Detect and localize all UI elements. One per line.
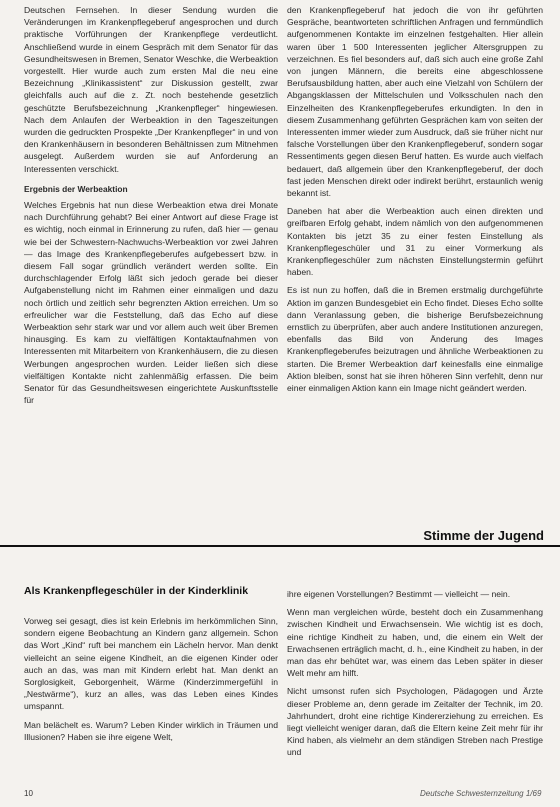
paragraph: Man belächelt es. Warum? Leben Kinder wirklich in Träumen und Illusionen? Haben sie ihre eigene Welt, (24, 719, 278, 742)
column-left-top (24, 4, 278, 407)
subheading: Ergebnis der Werbeaktion (24, 183, 128, 194)
column-right-bottom (287, 588, 543, 759)
column-left-bottom (24, 615, 278, 743)
section-divider (0, 545, 560, 547)
column-right-top (287, 4, 543, 394)
paragraph: den Krankenpflegeberuf hat jedoch die von ihr geführten Gespräche, beantworteten schriftlichen Anfragen und fernmündlich aufgenommenen Kontakte im einzelnen festgehalten. Hier allein waren über 1 500 Interessenten jeglicher Altersgruppen zu verzeichnen. Es fiel besonders auf, daß sich auch eine große Zahl von jungen Männern, die bereits eine abgeschlossene Berufsausbildung hatten, aber auch eine Vielzahl von Schülern der Abgangsklassen der Mittelschulen und Volksschulen nach den Einzelheiten des Krankenpflegeberufes erkundigten. In den in diesem Zusammenhang geführten Gesprächen kam von seiten der Interessenten immer wieder zum Ausdruck, daß sie früher nicht nur falsche Vorstellungen über den Krankenpflegeberuf, sondern sogar Ressentiments gegen diesen Beruf hatten. Es wurde auch vielfach bedauert, daß allgemein über den Krankenpflegeberuf, der doch fast jeden Menschen direkt oder indirekt berührt, erstaunlich wenig bekannt ist. (287, 5, 543, 199)
paragraph: Daneben hat aber die Werbeaktion auch einen direkten und greifbaren Erfolg gehabt, indem nämlich von den aufgenommenen Kontakten bis jetzt 35 zu einer festen Einstellung als Krankenpflegeschüler und 31 zu einer Vormerkung als Krankenpflegeschüler zum nächsten Einstellungstermin geführt haben. (287, 206, 543, 278)
publication-footer: Deutsche Schwesternzeitung 1/69 (420, 789, 542, 798)
paragraph: Deutschen Fernsehen. In dieser Sendung wurden die Veränderungen im Krankenpflegeberuf angesprochen und durch praktische Vorführungen der Krankenpflege verdeutlicht. Anschließend wurde in einem Gespräch mit dem Senator für das Gesundheitswesen in Bremen, Senator Weschke, die Werbeaktion vorgestellt. Hier wurde auch zum ersten Mal die neu eine Bezeichnung „Klinikassistent“ zur Diskussion gestellt, zwar gleichfalls auch auf die z. Zt. noch bestehende gesetzlich geschützte Berufsbezeichnung „Krankenpfleger“ hingewiesen. Nach dem Anlaufen der Werbeaktion in den Tageszeitungen wurden die gedruckten Prospekte „Der Krankenpfleger“ in und von den Krankenhäusern in besonderen Behältnissen zum Mitnehmen ausgelegt. Außerdem wurden sie auf Anforderung an Interessenten verschickt. (24, 5, 278, 174)
paragraph: Wenn man vergleichen würde, besteht doch ein Zusammenhang zwischen Kindheit und Erwachsensein. Wie wichtig ist es doch, eine richtige Kindheit zu haben, und, die einem ein Welt der Erwachsenen erträglich macht, d. h., eine Kindheit zu haben, in der man das ehr behütet war, was einem das Leben später in dieser Welt mehr am hilft. (287, 607, 543, 679)
article-title: Als Krankenpflegeschüler in der Kinderklinik (24, 585, 249, 597)
paragraph: Vorweg sei gesagt, dies ist kein Erlebnis im herkömmlichen Sinn, sondern eigene Beobachtung an Kindern ganz allgemein. Schon das Wort „Kind“ ruft bei manchem ein Lächeln hervor. Man denkt vielleicht an seine eigene Kindheit, an die eigenen Kinder oder auch an das, was man mit Kindern erlebt hat. Man denkt an Sorglosigkeit, Geborgenheit, Wärme (Kinderzimmergefühl in „Nestwärme“), kurz an alles, was das Leben eines Kindes umspannt. (24, 616, 278, 712)
page-number: 10 (24, 789, 33, 798)
section-title: Stimme der Jugend (417, 528, 546, 543)
paragraph: Welches Ergebnis hat nun diese Werbeaktion etwa drei Monate nach Durchführung gehabt? Bei einer Antwort auf diese Frage ist es wichtig, noch einmal in Erinnerung zu rufen, daß hier — genau wie bei der Schwestern-Nachwuchs-Werbeaktion vor zwei Jahren — das Image des Krankenpflegeberufes aufgebessert bzw. in diesem Fall sogar gründlich verändert werden sollte. Ein durchschlagender Erfolg läßt sich jedoch gerade bei dieser Aufgabenstellung nicht im Rahmen einer einmaligen und dazu noch örtlich und zeitlich sehr begrenzten Aktion erreichen. Um so erfreulicher war die Feststellung, daß das Echo auf diese Werbeaktion sehr stark war und vor allem auch weit über Bremen hinausging. Es kam zu vielfältigen Kontaktaufnahmen von Interessenten mit Mitarbeitern von Krankenhäusern, die zu diesen Werbungen angesprochen wurden. Leider ließen sich diese vielfältigen Kontakte nicht zahlenmäßig erfassen. Die beim Senator für das Gesundheitswesen eingerichtete Auskunftsstelle für (24, 200, 278, 406)
paragraph: Es ist nun zu hoffen, daß die in Bremen erstmalig durchgeführte Aktion im ganzen Bundesgebiet ein Echo findet. Dieses Echo sollte dann Veranlassung geben, die bisherige Berufsbezeichnung ernstlich zu überprüfen, aber auch andere Institutionen anzuregen, ebenfalls das Bild von Änderung des Images Krankenpflegeberufes beizutragen und ähnliche Werbeaktionen zu starten. Die Bremer Werbeaktion darf keinesfalls eine einmalige Aktion bleiben, sonst hat sie ihren höheren Sinn verfehlt, denn nur einer einmaligen Aktion kann ein Image nicht geändert werden. (287, 285, 543, 394)
paragraph: Nicht umsonst rufen sich Psychologen, Pädagogen und Ärzte dieser Probleme an, denn gerade im Zeitalter der Technik, im 20. Jahrhundert, droht eine richtige Kindererziehung zu erreichen. Es liegt vielleicht weniger daran, daß die Eltern keine Zeit mehr für ihr Kind haben, als vielmehr an dem ständigen Streben nach Prestige und (287, 686, 543, 758)
paragraph: ihre eigenen Vorstellungen? Bestimmt — vielleicht — nein. (287, 589, 511, 599)
